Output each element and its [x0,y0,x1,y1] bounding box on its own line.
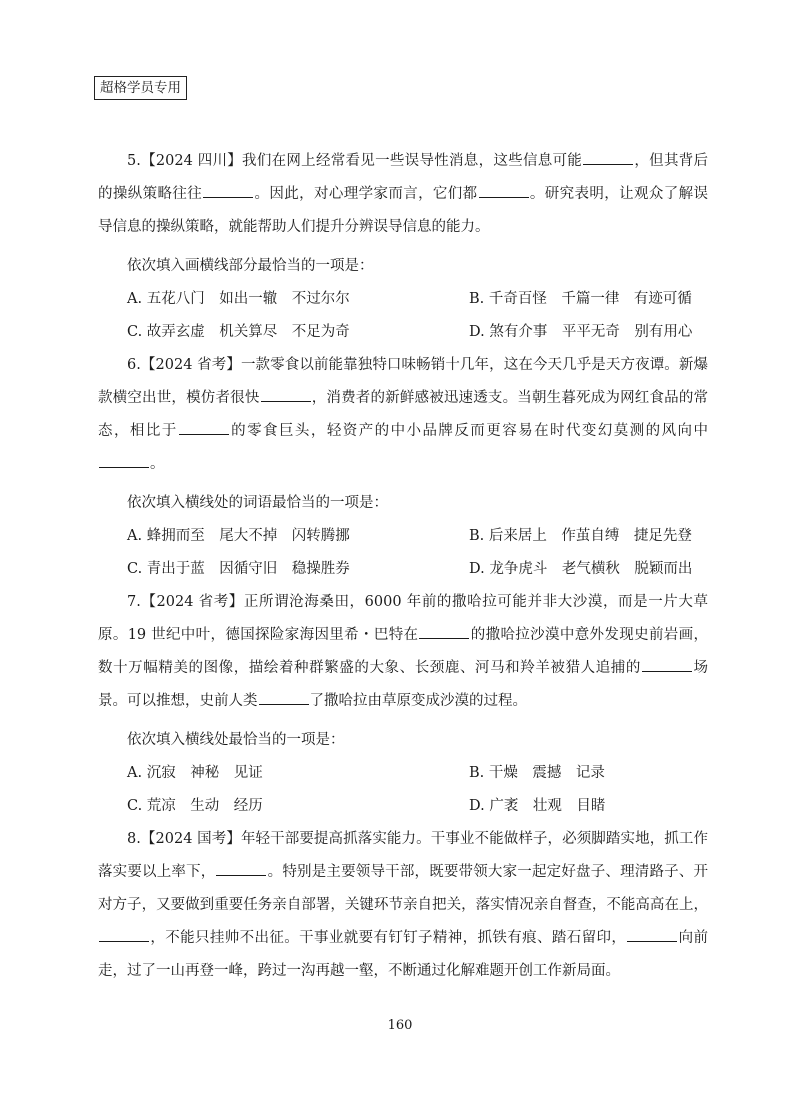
q5-option-c: C. 故弄玄虚 机关算尽 不足为奇 [127,324,350,340]
q8-blank-3 [627,927,677,942]
question-6-options [98,520,708,586]
q8-text-segment: ，不能只挂帅不出征。干事业就要有钉钉子精神，抓铁有痕、踏石留印， [150,930,627,946]
q5-text-segment: 。研究表明，让观众了解误导信息的操纵策略，就能帮助人们提升分辨误导信息的能力。 [98,186,709,235]
q8-blank-2 [99,927,149,942]
q6-option-c: C. 青出于蓝 因循守旧 稳操胜券 [127,561,350,577]
q6-blank-2 [179,420,229,435]
question-5-prompt: 依次填入画横线部分最恰当的一项是： [127,258,374,274]
q6-blank-3 [99,453,149,468]
q6-option-b: B. 后来居上 作茧自缚 捷足先登 [469,528,692,544]
q8-text-segment: 。特别是主要领导干部，既要带领大家一起定好盘子、理清路子、开对方子，又要做到重要任务亲自部署，关键环节亲自把关，落实情况亲自督查，不能高高在上， [98,864,709,913]
q7-text-segment: 场景。可以推想，史前人类 [98,660,709,709]
q7-blank-3 [259,690,309,705]
q7-text-segment: 的撒哈拉沙漠中意外发现史前岩画，数十万幅精美的图像，描绘着种群繁盛的大象、长颈鹿、河马和羚羊被猎人追捕的 [98,627,708,676]
question-5-text [98,145,708,244]
q5-blank-1 [583,150,633,165]
q5-blank-2 [203,183,253,198]
q6-option-d: D. 龙争虎斗 老气横秋 脱颖而出 [469,561,693,577]
q6-text-segment: 6.【2024 省考】一款零食以前能靠独特口味畅销十几年，这在今天几乎是天方夜谭。新爆款横空出世，模仿者很快 [98,357,708,406]
q6-text-segment: ，消费者的新鲜感被迅速透支。当朝生暮死成为网红食品的常态，相比于 [98,390,709,439]
q5-option-b: B. 千奇百怪 千篇一律 有迹可循 [469,291,692,307]
question-6-text [98,349,708,481]
q5-text-segment: 。因此，对心理学家而言，它们都 [254,186,478,202]
q8-text-segment: 8.【2024 国考】年轻干部要提高抓落实能力。干事业不能做样子，必须脚踏实地，抓工作落实要以上率下， [98,831,708,880]
q7-blank-2 [642,657,692,672]
q7-blank-1 [419,624,469,639]
q6-text-segment: 。 [150,456,165,472]
q7-option-a: A. 沉寂 神秘 见证 [127,765,263,781]
q8-text-segment: 向前走，过了一山再登一峰，跨过一沟再越一壑，不断通过化解难题开创工作新局面。 [98,930,709,979]
question-5-options [98,283,708,349]
q7-option-b: B. 干燥 震撼 记录 [469,765,605,781]
q7-text-segment: 7.【2024 省考】正所谓沧海桑田，6000 年前的撒哈拉可能并非大沙漠，而是一片大草原。19 世纪中叶，德国探险家海因里希・巴特在 [98,594,708,643]
q7-text-segment: 了撒哈拉由草原变成沙漠的过程。 [309,693,527,709]
question-6-prompt: 依次填入横线处的词语最恰当的一项是： [127,495,388,511]
question-8-text [98,823,708,988]
question-7-text [98,586,708,718]
q5-text-segment: ，但其背后的操纵策略往往 [98,153,709,202]
page-number: 160 [387,1018,413,1033]
q7-option-d: D. 广袤 壮观 目睹 [469,798,606,814]
q5-blank-3 [479,183,529,198]
q8-blank-1 [216,861,266,876]
q5-text-segment: 5.【2024 四川】我们在网上经常看见一些误导性消息，这些信息可能 [127,153,583,169]
question-list [98,145,708,988]
q6-text-segment: 的零食巨头，轻资产的中小品牌反而更容易在时代变幻莫测的风向中 [229,423,709,439]
q5-option-d: D. 煞有介事 平平无奇 别有用心 [469,324,693,340]
exclusive-use-stamp: 超格学员专用 [94,76,187,100]
q5-option-a: A. 五花八门 如出一辙 不过尔尔 [127,291,350,307]
question-7-prompt: 依次填入横线处最恰当的一项是： [127,732,345,748]
q7-option-c: C. 荒凉 生动 经历 [127,798,263,814]
q6-blank-1 [261,387,311,402]
question-7-options [98,757,708,823]
q6-option-a: A. 蜂拥而至 尾大不掉 闪转腾挪 [127,528,350,544]
